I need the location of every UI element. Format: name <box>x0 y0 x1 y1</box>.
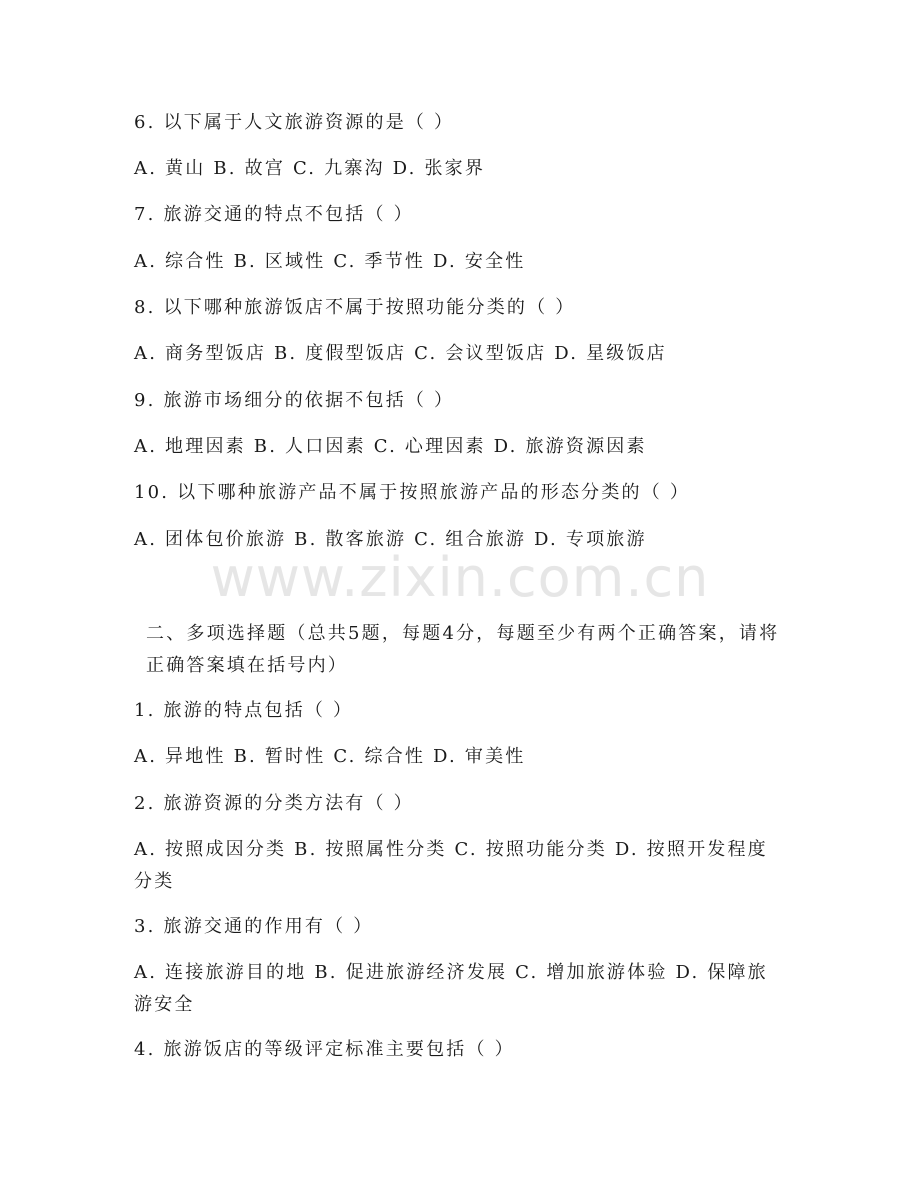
mc-question-2-options: A. 按照成因分类 B. 按照属性分类 C. 按照功能分类 D. 按照开发程度分类 <box>134 839 768 892</box>
mc-question-3-options: A. 连接旅游目的地 B. 促进旅游经济发展 C. 增加旅游体验 D. 保障旅游安全 <box>134 962 768 1015</box>
mc-question-2: 2. 旅游资源的分类方法有（ ） <box>134 793 414 814</box>
question-7-options: A. 综合性 B. 区域性 C. 季节性 D. 安全性 <box>134 251 526 272</box>
watermark: www.zixin.com.cn <box>210 546 710 609</box>
mc-question-1: 1. 旅游的特点包括（ ） <box>134 700 354 721</box>
question-7: 7. 旅游交通的特点不包括（ ） <box>134 204 414 225</box>
mc-question-4: 4. 旅游饭店的等级评定标准主要包括（ ） <box>134 1039 515 1060</box>
question-9-options: A. 地理因素 B. 人口因素 C. 心理因素 D. 旅游资源因素 <box>134 436 647 457</box>
question-8-options: A. 商务型饭店 B. 度假型饭店 C. 会议型饭店 D. 星级饭店 <box>134 343 667 364</box>
question-9: 9. 旅游市场细分的依据不包括（ ） <box>134 390 455 411</box>
question-10: 10. 以下哪种旅游产品不属于按照旅游产品的形态分类的（ ） <box>134 482 691 503</box>
question-8: 8. 以下哪种旅游饭店不属于按照功能分类的（ ） <box>134 297 576 318</box>
question-6: 6. 以下属于人文旅游资源的是（ ） <box>134 112 455 133</box>
question-10-options: A. 团体包价旅游 B. 散客旅游 C. 组合旅游 D. 专项旅游 <box>134 529 647 550</box>
section-heading-multiple-choice: 二、多项选择题（总共5题，每题4分，每题至少有两个正确答案，请将正确答案填在括号内） <box>146 623 780 676</box>
mc-question-3: 3. 旅游交通的作用有（ ） <box>134 916 374 937</box>
question-6-options: A. 黄山 B. 故宫 C. 九寨沟 D. 张家界 <box>134 158 486 179</box>
mc-question-1-options: A. 异地性 B. 暂时性 C. 综合性 D. 审美性 <box>134 746 526 767</box>
